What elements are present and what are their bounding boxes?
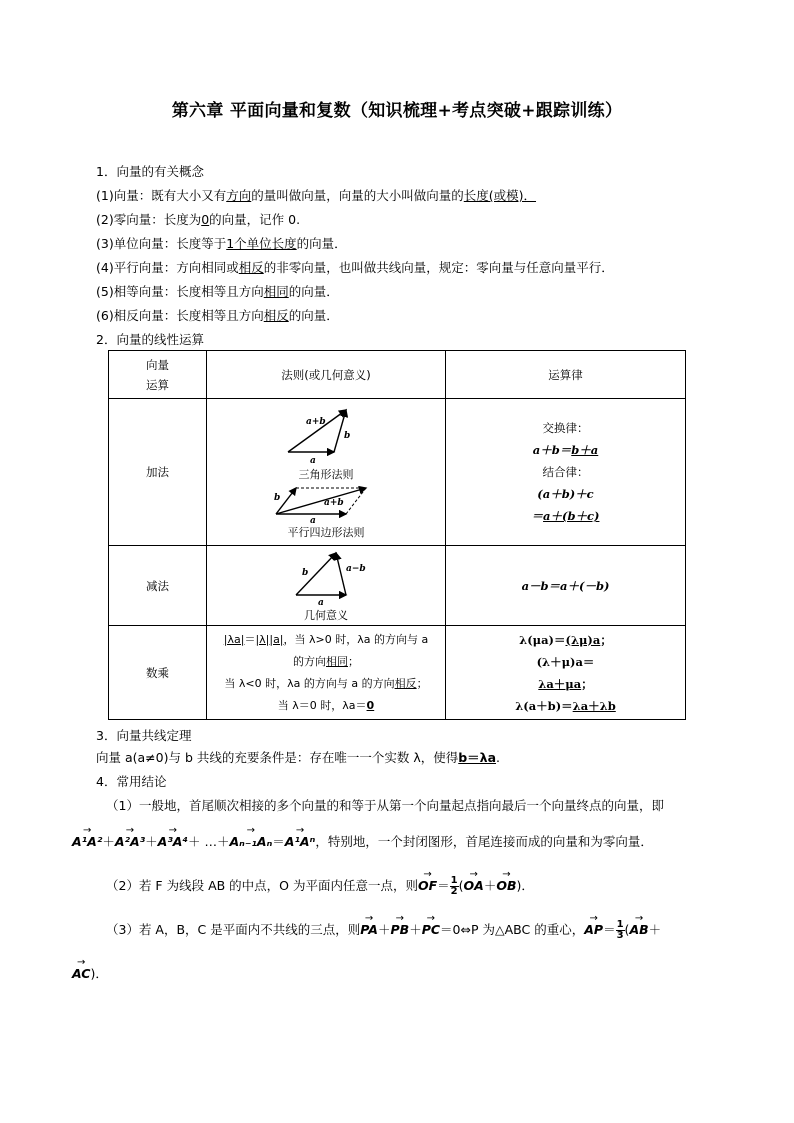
scalar-rule-line2: 的方向相同；: [293, 654, 359, 668]
fraction-one-half: $\frac{1}{2}$: [450, 875, 458, 897]
triangle-rule-diagram: [276, 404, 376, 466]
conclusion-2: （2）若 F 为线段 AB 的中点，O 为平面内任意一点，则→ OF＝ $\frac{1}{2}$ (→ OA＋→ OB)．: [106, 876, 534, 897]
conclusion-3: （3）若 A，B，C 是平面内不共线的三点，则→ PA＋→ PB＋→ PC＝0⇔P 为△ABC 的重心，→ AP＝ $\frac{1}{3}$ (→ AB＋: [106, 920, 661, 941]
table-header-row: [109, 351, 686, 399]
table-row-addition: [109, 399, 686, 546]
scalar-law-line1: λ(μa)＝(λμ)a；: [519, 632, 612, 647]
section-2-heading: 2．向量的线性运算: [96, 332, 204, 347]
section-4-heading: 4．常用结论: [96, 774, 167, 789]
parallelogram-label-sum: a+b: [324, 498, 344, 508]
scalar-rule-line4: 当 λ＝0 时，λa＝0: [277, 698, 375, 712]
subtraction-label: 减法: [109, 546, 207, 626]
table-row-scalar: [109, 626, 686, 720]
concept-item-2: (2)零向量：长度为0的向量，记作 0.: [96, 212, 301, 227]
subtraction-label-diff: a−b: [346, 563, 366, 574]
linear-operations-table: [108, 350, 686, 720]
addition-law-cell: [446, 399, 686, 546]
conclusion-1-formula: → A¹A²＋→ A²A³＋→ A³A⁴＋ …＋→ Aₙ₋₁Aₙ＝→ A¹Aⁿ，特别地，一个封闭图形，首尾连接而成的向量和为零向量．: [72, 834, 653, 850]
parallelogram-rule-diagram: [266, 484, 386, 524]
associative-law-label: 结合律：: [542, 465, 589, 479]
scalar-rule-cell: [207, 626, 446, 720]
subtraction-diagram: [276, 549, 376, 607]
concept-item-6: (6)相反向量：长度相等且方向相反的向量．: [96, 308, 339, 323]
concept-item-3: (3)单位向量：长度等于1个单位长度的向量．: [96, 236, 347, 251]
scalar-law-line3: λa＋μa；: [538, 676, 593, 691]
triangle-label-b: b: [344, 431, 351, 441]
subtraction-law: a－b＝a＋(－b): [446, 546, 686, 626]
scalar-law-line4: λ(a＋b)＝λa＋λb: [515, 698, 616, 713]
triangle-label-sum: a+b: [306, 417, 326, 427]
scalar-law-cell: [446, 626, 686, 720]
subtraction-vector-diff: [336, 553, 346, 595]
header-operation: [109, 351, 207, 399]
section-3-heading: 3．向量共线定理: [96, 728, 192, 743]
addition-rule-cell: [207, 399, 446, 546]
triangle-rule-caption: 三角形法则: [298, 468, 354, 481]
subtraction-label-a: a: [318, 597, 324, 607]
conclusion-1-text: （1）一般地，首尾顺次相接的多个向量的和等于从第一个向量起点指向最后一个向量终点的向量，即: [106, 798, 664, 813]
parallelogram-rule-caption: 平行四边形法则: [287, 526, 365, 539]
header-operation-line2: 运算: [146, 377, 169, 392]
parallelogram-dashed-side: [346, 488, 366, 514]
concept-item-4: (4)平行向量：方向相同或相反的非零向量，也叫做共线向量，规定：零向量与任意向量平行．: [96, 260, 614, 275]
scalar-rule-line1: |λa|＝|λ||a|，当 λ>0 时，λa 的方向与 a: [223, 632, 429, 646]
commutative-law-expr: a＋b＝b＋a: [532, 443, 599, 457]
addition-label: 加法: [109, 399, 207, 546]
associative-law-expr1: (a＋b)＋c: [537, 487, 594, 501]
header-law: 运算律: [446, 351, 686, 399]
scalar-rule-line3: 当 λ<0 时，λa 的方向与 a 的方向相反；: [224, 676, 428, 690]
associative-law-expr2: ＝a＋(b＋c): [531, 509, 600, 523]
parallelogram-label-a: a: [310, 516, 316, 524]
scalar-law-line2: (λ＋μ)a＝: [536, 654, 595, 669]
commutative-law-label: 交换律：: [542, 421, 589, 435]
section-1-heading: 1．向量的有关概念: [96, 164, 204, 179]
header-rule: 法则(或几何意义): [207, 351, 446, 399]
collinear-theorem-text: 向量 a(a≠0)与 b 共线的充要条件是：存在唯一一个实数 λ，使得b＝λa.: [96, 750, 501, 765]
subtraction-caption: 几何意义: [304, 608, 348, 622]
conclusion-3-continued: → AC)．: [72, 966, 108, 982]
header-operation-line1: 向量: [146, 357, 169, 372]
parallelogram-label-b: b: [274, 493, 281, 503]
concept-item-5: (5)相等向量：长度相等且方向相同的向量．: [96, 284, 339, 299]
fraction-one-third: $\frac{1}{3}$: [616, 919, 624, 941]
concept-item-1: (1)向量：既有大小又有方向的量叫做向量，向量的大小叫做向量的长度(或模)．: [96, 188, 537, 203]
subtraction-rule-cell: [207, 546, 446, 626]
table-row-subtraction: [109, 546, 686, 626]
subtraction-label-b: b: [302, 567, 309, 578]
triangle-label-a: a: [310, 456, 316, 466]
parallelogram-vector-sum: [276, 488, 366, 514]
page-title: 第六章 平面向量和复数（知识梳理+考点突破+跟踪训练）: [171, 101, 623, 121]
scalar-label: 数乘: [109, 626, 207, 720]
